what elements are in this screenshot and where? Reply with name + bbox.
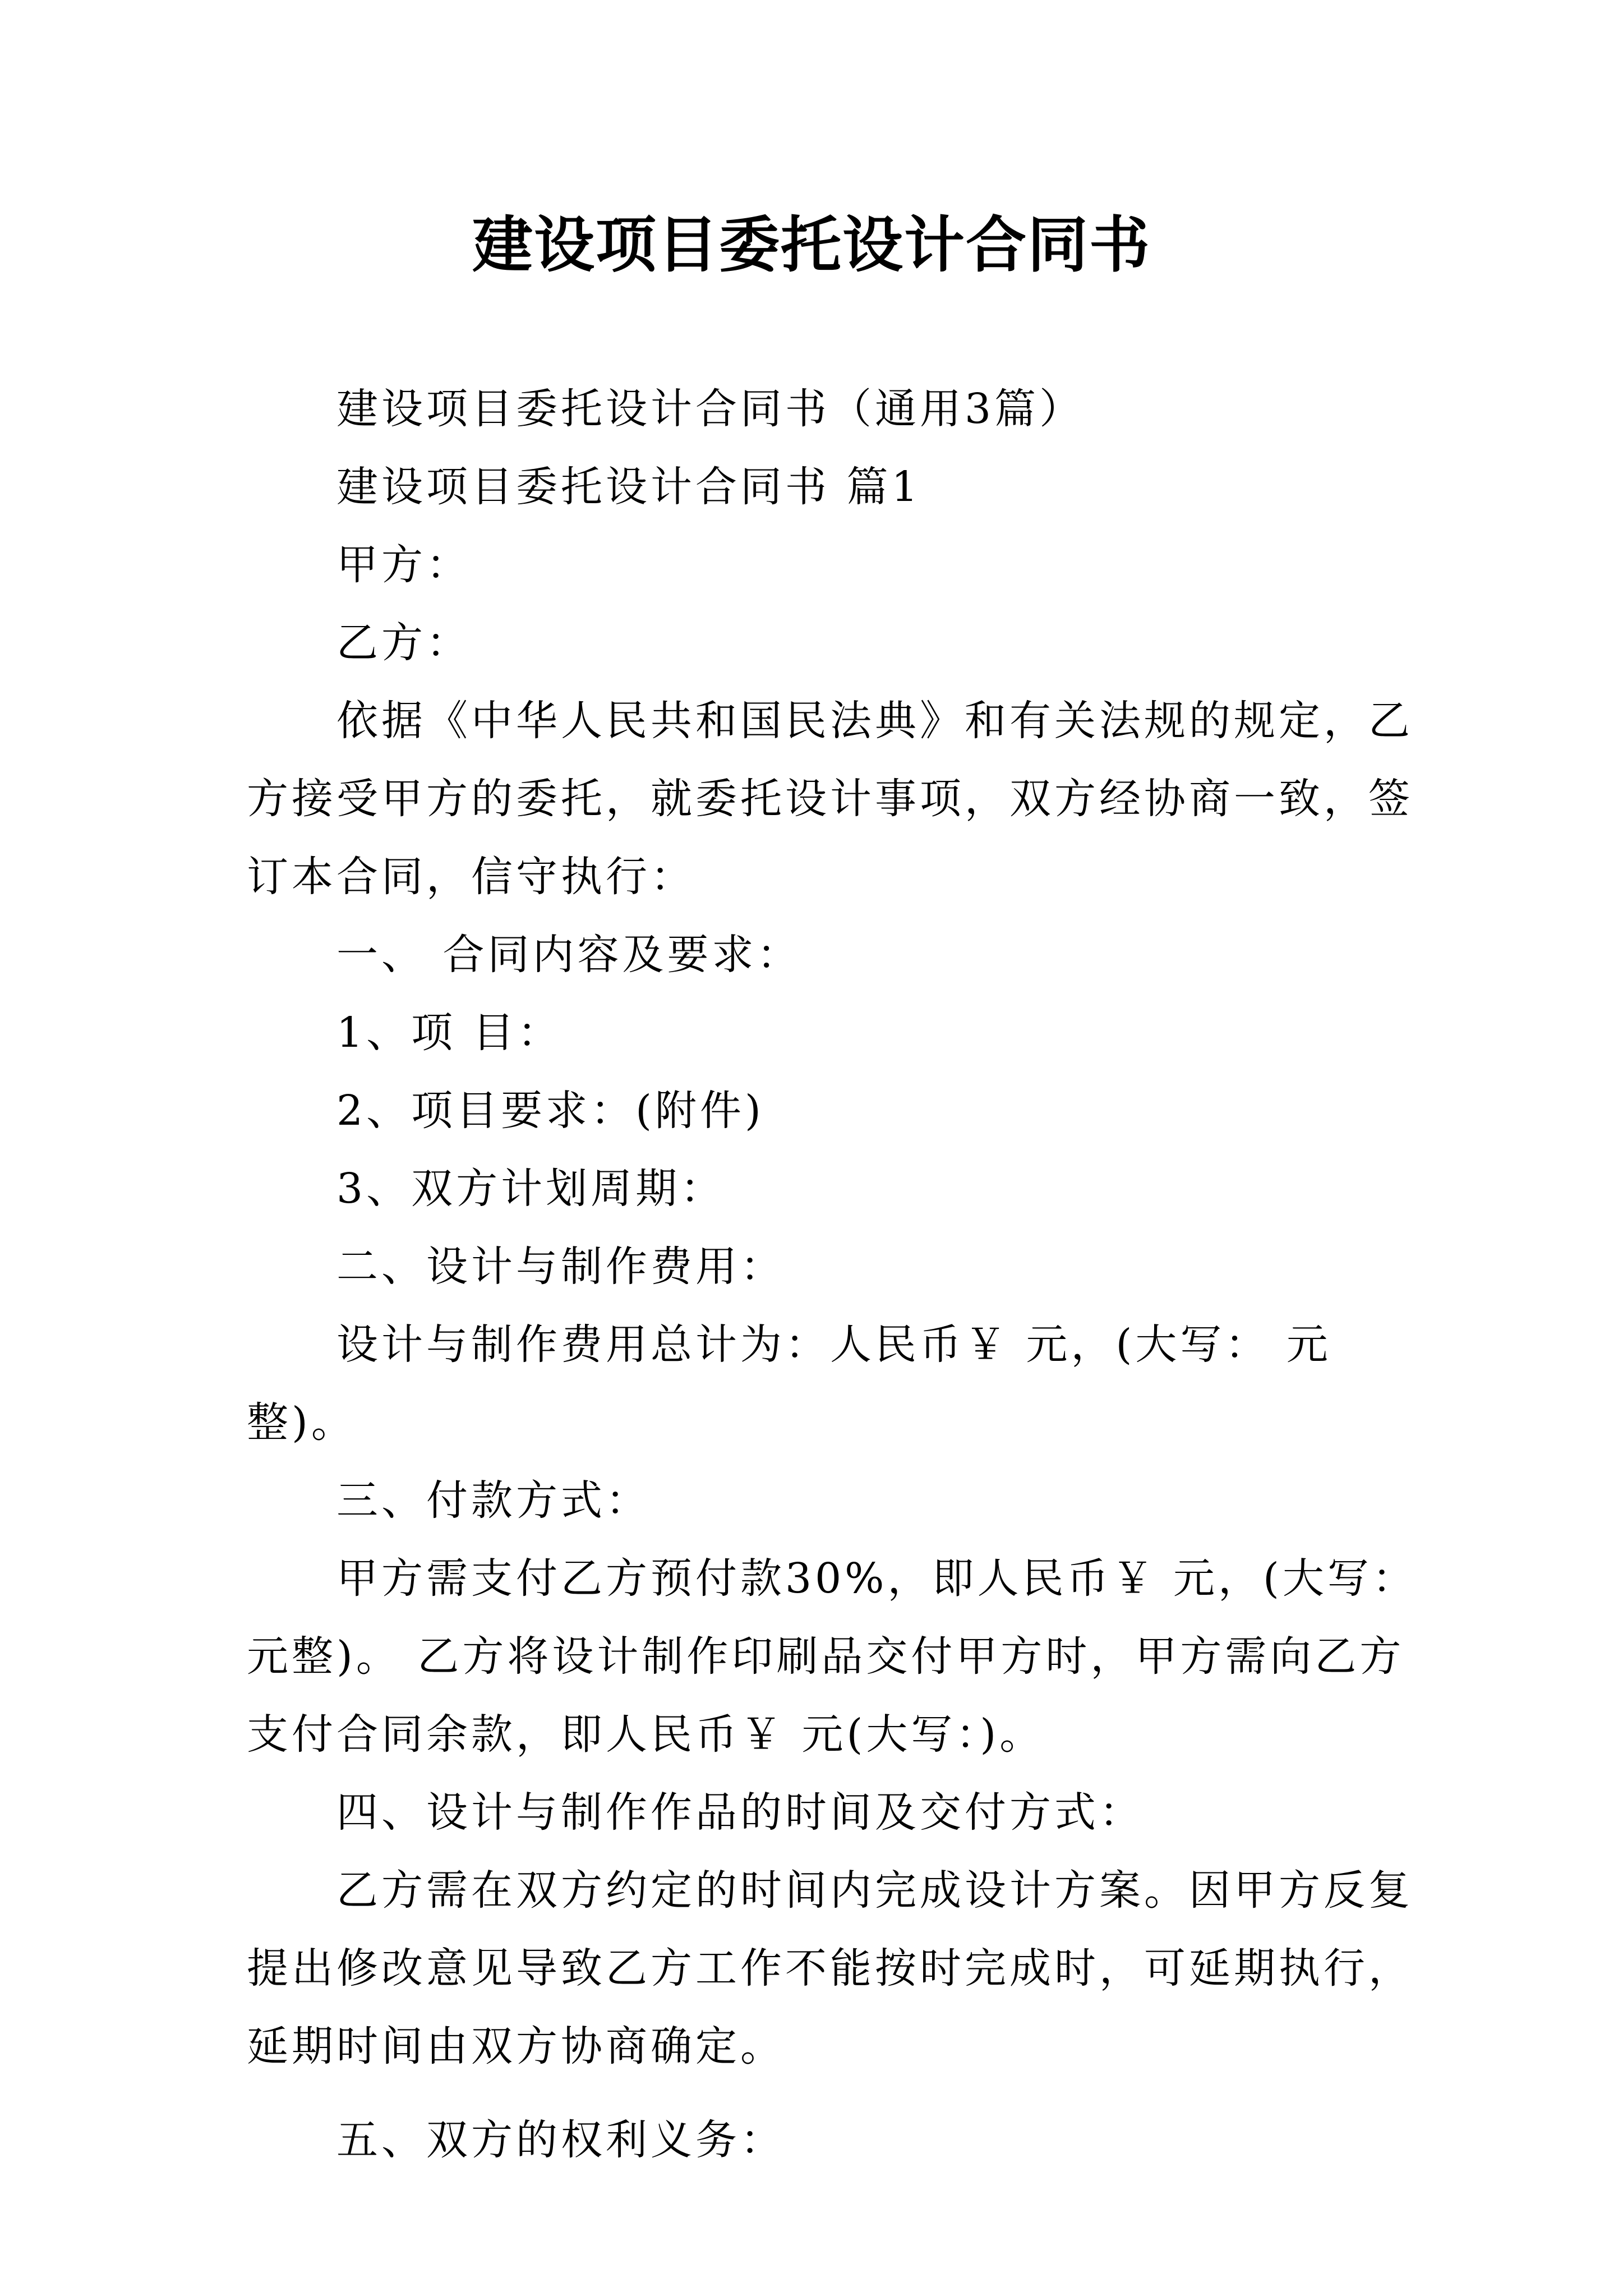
paragraph-party-a: 甲方： <box>336 541 471 589</box>
paragraph-delivery: 乙方需在双方约定的时间内完成设计方案。因甲方反复提出修改意见导致乙方工作不能按时完成时，可延期执行，延期时间由双方协商确定。 <box>247 1866 1413 2070</box>
paragraph-payment: 甲方需支付乙方预付款30%，即人民币￥ 元，(大写： 元整)。 乙方将设计制作印刷品交付甲方时，甲方需向乙方支付合同余款，即人民币￥ 元(大写：)。 <box>247 1554 1417 1759</box>
list-item-project: 1、项 目： <box>336 1009 562 1057</box>
document-body <box>247 370 1424 2179</box>
paragraph-party-b: 乙方： <box>336 619 471 667</box>
paragraph-subtitle: 建设项目委托设计合同书（通用3篇） <box>336 385 1085 433</box>
document-title: 建设项目委托设计合同书 <box>472 210 1151 280</box>
paragraph-part-heading: 建设项目委托设计合同书 篇1 <box>336 463 921 511</box>
paragraph-fee-total: 设计与制作费用总计为：人民币￥ 元，(大写： 元整)。 <box>247 1320 1331 1447</box>
list-item-requirements: 2、项目要求：(附件) <box>336 1087 764 1135</box>
section-heading-1: 一、 合同内容及要求： <box>336 931 802 979</box>
section-heading-5: 五、双方的权利义务： <box>336 2116 785 2164</box>
paragraph-preamble: 依据《中华人民共和国民法典》和有关法规的规定，乙方接受甲方的委托，就委托设计事项，双方经协商一致，签订本合同，信守执行： <box>247 697 1413 901</box>
section-heading-3: 三、付款方式： <box>336 1476 651 1525</box>
list-item-schedule: 3、双方计划周期： <box>336 1165 726 1213</box>
section-heading-2: 二、设计与制作费用： <box>336 1243 785 1291</box>
section-heading-4: 四、设计与制作作品的时间及交付方式： <box>336 1788 1144 1837</box>
